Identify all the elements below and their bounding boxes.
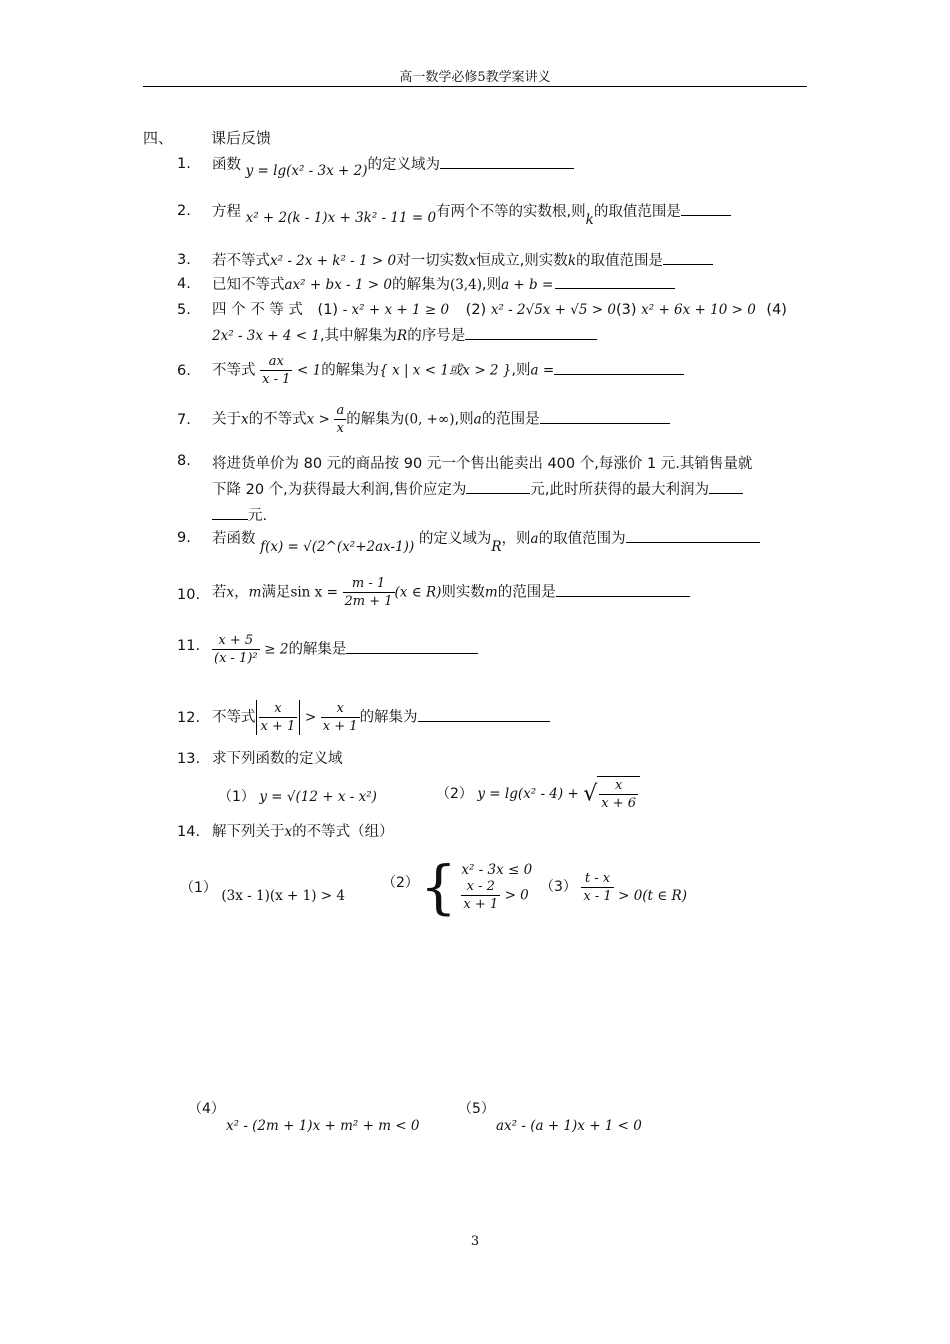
question-text: 则实数	[441, 584, 485, 601]
math-expression: (0, +∞)	[404, 411, 455, 428]
fraction	[260, 353, 292, 388]
page-number: 3	[470, 1234, 480, 1249]
answer-blank[interactable]	[346, 639, 478, 654]
sqrt-radicand	[597, 776, 640, 812]
math-expression: (3x - 1)(x + 1) > 4	[221, 888, 345, 904]
math-expression: x² - 3x ≤ 0	[461, 861, 533, 878]
question-text: 方程	[212, 204, 241, 220]
q13-part-2	[436, 776, 640, 812]
question-text: 的不等式	[248, 411, 307, 428]
math-expression: x² - 2√5x + √5 > 0	[490, 302, 616, 318]
math-variable: a	[530, 531, 539, 547]
sub-label: (1)	[317, 302, 339, 318]
question-number: 4.	[177, 276, 191, 292]
math-expression: ≥ 2	[264, 641, 289, 658]
q14-part-4	[188, 1098, 419, 1134]
math-expression: 2x² - 3x + 4 < 1	[212, 328, 320, 344]
question-text: 满足	[261, 584, 291, 601]
math-expression: - x² + x + 1 ≥ 0	[342, 302, 450, 318]
math-expression: < 1	[296, 362, 322, 379]
question-text: 的取值范围是	[593, 204, 681, 220]
question-number: 6.	[177, 363, 191, 379]
fraction-denominator: x	[336, 421, 344, 436]
answer-blank[interactable]	[440, 154, 574, 169]
fraction-denominator: x + 1	[260, 719, 296, 734]
math-variable: k	[567, 253, 576, 269]
q14-part-2-system	[420, 853, 533, 921]
question-text: 下降 20 个,为获得最大利润,售价应定为	[212, 482, 467, 498]
question-text: ，	[234, 584, 249, 601]
answer-blank[interactable]	[212, 505, 248, 520]
sub-label: （1）	[180, 880, 217, 896]
sub-label: (4)	[766, 302, 787, 318]
question-text: 的解集为	[346, 411, 405, 428]
question-text: 将进货单价为 80 元的商品按 90 元一个售出能卖出 400 个,每涨价 1 元.其销售量就	[212, 456, 753, 472]
question-text: 的范围是	[481, 411, 540, 428]
math-expression: (x ∈ R)	[394, 584, 442, 601]
question-text: ,其中解集为	[319, 328, 398, 344]
answer-blank[interactable]	[540, 409, 670, 424]
fraction-numerator: x - 2	[461, 878, 500, 896]
answer-blank[interactable]	[418, 707, 550, 722]
page-header-title: 高一数学必修5教学案讲义	[399, 70, 551, 85]
fraction-numerator: t - x	[581, 870, 613, 888]
sub-label: （4）	[188, 1101, 225, 1117]
question-text: 的取值范围是	[576, 253, 663, 269]
math-expression: { x | x < 1或x > 2 }	[379, 362, 512, 379]
question-number: 5.	[177, 302, 191, 318]
math-variable: x	[241, 411, 249, 428]
answer-blank[interactable]	[663, 250, 713, 265]
sub-label: (2)	[465, 302, 487, 318]
question-text: 元.	[248, 508, 268, 524]
question-text: 的解集为	[359, 709, 418, 726]
question-text: 恒成立,则实数	[476, 253, 568, 269]
math-expression: x² + 2(k - 1)x + 3k² - 11 = 0	[245, 210, 437, 226]
math-expression: x² - (2m + 1)x + m² + m < 0	[226, 1118, 420, 1134]
question-number: 10.	[177, 587, 201, 603]
math-expression: x >	[306, 411, 330, 428]
math-variable: x	[468, 253, 477, 269]
math-expression: y = lg(x² - 4) +	[477, 786, 579, 802]
question-number: 3.	[177, 252, 191, 268]
math-variable: R	[491, 539, 502, 555]
fraction	[212, 632, 260, 667]
sub-label: （5）	[458, 1101, 495, 1117]
math-expression: > 0	[504, 887, 529, 903]
question-text: ,则	[481, 277, 502, 293]
header-rule	[143, 86, 807, 87]
question-text: 四 个 不 等 式	[212, 302, 303, 318]
fraction-numerator: x + 5	[212, 632, 260, 650]
system-lines	[461, 862, 532, 913]
absolute-value	[256, 700, 301, 735]
math-variable: x	[284, 824, 293, 840]
question-text: 的解集是	[288, 641, 347, 658]
question-text: 的序号是	[407, 328, 466, 344]
question-text: 若不等式	[212, 253, 270, 269]
answer-blank[interactable]	[709, 479, 743, 494]
question-text: 的解集为	[321, 362, 380, 379]
answer-blank[interactable]	[465, 325, 597, 340]
math-expression: a + b =	[501, 277, 554, 293]
question-text: 的定义域为	[367, 157, 440, 173]
math-expression: ax² - (a + 1)x + 1 < 0	[496, 1118, 642, 1134]
fraction	[581, 870, 613, 905]
math-expression: ax² + bx - 1 > 0	[284, 277, 392, 293]
math-expression: y = lg(x² - 3x + 2)	[245, 163, 368, 179]
question-number: 11.	[177, 638, 201, 654]
fraction	[334, 402, 346, 437]
question-number: 9.	[177, 530, 191, 546]
fraction-denominator: x + 1	[463, 896, 499, 912]
question-text: 不等式	[212, 362, 256, 379]
sub-label: （2）	[436, 786, 473, 802]
math-variable: x	[226, 584, 235, 601]
fraction-numerator: ax	[260, 353, 292, 371]
question-text: 不等式	[212, 709, 256, 726]
fraction-denominator: x + 6	[601, 796, 637, 811]
math-variable: a	[473, 411, 482, 428]
question-text: 的不等式（组）	[292, 824, 394, 840]
fraction-numerator: x	[599, 777, 638, 795]
question-text: 的取值范围为	[538, 531, 626, 547]
question-number: 7.	[177, 412, 191, 428]
fraction-denominator: x + 1	[322, 719, 358, 734]
question-number: 13.	[177, 751, 201, 767]
section-heading	[143, 127, 272, 148]
math-expression: f(x) = √(2^(x²+2ax-1))	[260, 539, 415, 555]
answer-blank[interactable]	[555, 274, 675, 289]
fraction-numerator: a	[336, 403, 345, 418]
math-expression: x² - 2x + k² - 1 > 0	[270, 253, 397, 269]
fraction-denominator: (x - 1)²	[214, 651, 258, 666]
answer-blank[interactable]	[466, 479, 530, 494]
answer-blank[interactable]	[554, 360, 684, 375]
sub-label: （3）	[540, 879, 577, 895]
q14-part-3	[540, 871, 687, 905]
question-text: 已知不等式	[212, 277, 285, 293]
sub-label: （1）	[218, 789, 255, 805]
q13-part-1	[218, 786, 377, 806]
sub-label: (3)	[615, 302, 637, 318]
section-title: 课后反馈	[211, 129, 272, 147]
section-label: 四、	[143, 129, 174, 147]
question-text: 解下列关于	[212, 824, 285, 840]
question-text: 函数	[212, 157, 241, 173]
question-text: 关于	[212, 411, 241, 428]
question-number: 1.	[177, 156, 191, 172]
fraction	[599, 777, 638, 812]
fraction-numerator: x	[321, 700, 360, 718]
fraction	[343, 575, 395, 610]
math-expression: sin x =	[290, 584, 338, 601]
q14-part-1	[180, 877, 345, 904]
fraction	[259, 700, 298, 735]
question-number: 2.	[177, 203, 191, 219]
question-text: 若	[212, 584, 227, 601]
sqrt-sign: √	[583, 781, 598, 807]
answer-blank[interactable]	[681, 201, 731, 216]
fraction-denominator: 2m + 1	[344, 594, 393, 609]
question-text: 对一切实数	[396, 253, 469, 269]
answer-blank[interactable]	[556, 582, 690, 597]
math-variable: m	[484, 584, 498, 601]
math-variable: k	[585, 212, 594, 228]
fraction-denominator: x - 1	[583, 889, 612, 904]
q14-part-2	[382, 872, 419, 892]
system-line-2	[461, 878, 532, 913]
math-expression: a =	[530, 362, 555, 379]
question-text: ,则	[454, 411, 474, 428]
math-expression: x² + 6x + 10 > 0	[641, 302, 756, 318]
question-text: 的定义域为	[418, 531, 492, 547]
q14-part-5	[458, 1098, 642, 1134]
fraction-numerator: m - 1	[343, 575, 395, 593]
question-text: ,则	[511, 362, 531, 379]
question-number: 8.	[177, 453, 191, 469]
math-expression: > 0(t ∈ R)	[618, 888, 687, 904]
fraction-numerator: x	[259, 700, 298, 718]
fraction-denominator: x - 1	[262, 372, 291, 387]
math-expression: >	[304, 709, 317, 726]
math-variable: m	[248, 584, 262, 601]
sub-label: （2）	[382, 875, 419, 891]
question-text: 的范围是	[497, 584, 556, 601]
question-text: 元,此时所获得的最大利润为	[530, 482, 709, 498]
question-text: 的解集为	[391, 277, 450, 293]
question-text: ，则	[501, 531, 531, 547]
question-number: 12.	[177, 710, 201, 726]
answer-blank[interactable]	[626, 528, 760, 543]
question-text: 若函数	[212, 531, 256, 547]
fraction	[461, 878, 500, 913]
math-expression: y = √(12 + x - x²)	[259, 789, 377, 805]
question-text: 求下列函数的定义域	[212, 751, 343, 767]
question-number: 14.	[177, 824, 201, 840]
math-variable: R	[397, 328, 408, 344]
math-expression: (3,4)	[449, 277, 482, 293]
brace: {	[420, 853, 457, 921]
question-text: 有两个不等的实数根,则	[436, 204, 586, 220]
fraction	[321, 700, 360, 735]
